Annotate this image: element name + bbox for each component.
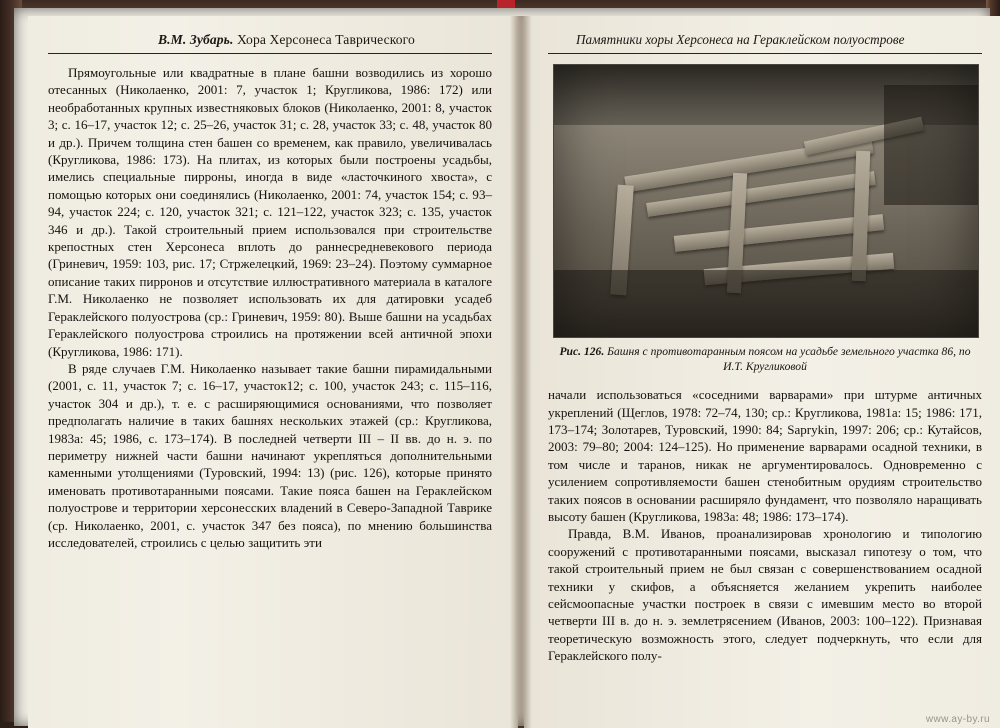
left-body-text bbox=[48, 64, 492, 551]
figure-caption-text: Башня с противотаранным поясом на усадьбе земельного участка 86, по И.Т. Кругликовой bbox=[607, 345, 971, 373]
left-page-content bbox=[48, 32, 492, 551]
paragraph: Правда, В.М. Иванов, проанализировав хронологию и типологию сооружений с противотаранными поясами, высказал гипотезу о том, что такой строительный прием не был связан с совершенствованием осадной техники у скифов, а объясняется желанием укрепить наиболее сейсмоопасные участки построек в связи с имевшим место во второй четверти III в. до н. э. землетрясением (Иванов, 2003: 100–122). Признавая теоретическую возможность этого, следует подчеркнуть, что если для Гераклейского полу- bbox=[548, 526, 982, 664]
paragraph: В ряде случаев Г.М. Николаенко называет такие башни пирамидальными (2001, с. 11, участок 7; с. 16–17, участок12; с. 100, участок 243; с. 115–116, участок 304 и др.), т. е. с расширяющимися основаниями, что позволяет предполагать наличие в таких башнях нескольких этажей (ср.: Кругликова, 1983а: 45; 1986, с. 173–174). В последней четверти III – II вв. до н. э. по периметру нижней части башни начинают укрепляться дополнительными каменными утолщениями (Туровский, 1994: 13) (рис. 126), которые принято именовать противотаранными поясами. Такие пояса башен на Гераклейском полуострове и территории херсонесских владений в Северо-Западной Таврике (ср. Николаенко, 2001, с. участок 347 без пояса), по мнению большинства исследователей, строились с целью защитить эти bbox=[48, 360, 492, 550]
running-head-author: В.М. Зубарь. bbox=[158, 32, 234, 47]
right-running-head: Памятники хоры Херсонеса на Гераклейском полуострове bbox=[576, 32, 905, 47]
running-head-title: Хора Херсонеса Таврического bbox=[237, 32, 415, 47]
watermark: www.ay-by.ru bbox=[925, 714, 990, 725]
left-header-rule bbox=[48, 53, 492, 54]
photo-vignette bbox=[554, 65, 978, 337]
figure-caption bbox=[553, 345, 977, 374]
left-running-head bbox=[48, 32, 492, 48]
paragraph: начали использоваться «соседними варварами» при штурме античных укреплений (Щеглов, 1978: 72–74, 130; ср.: Кругликова, 1981а: 15; 1986: 171, 173–174; Золотарев, Туровский, 1990: 84; Saprykin, 1997: 206; ср.: Кутайсов, 2003: 79–80; 2004: 124–125). Но применение варварами осадной техники, в том числе и таранов, никак не аргументировалось. Одновременно с усилением сопротивляемости башен стенобитным орудиям строительство таких поясов в основании расширяло фундамент, что позволяло наращивать высоту башен (Кругликова, 1983а: 48; 1986: 173–174). bbox=[548, 387, 982, 525]
figure-number: Рис. 126. bbox=[559, 345, 605, 358]
right-page bbox=[524, 16, 1000, 728]
right-header-rule bbox=[548, 53, 982, 54]
open-book-spread bbox=[14, 8, 990, 726]
right-page-content bbox=[548, 32, 982, 665]
left-page bbox=[28, 16, 518, 728]
excavation-photo bbox=[553, 64, 979, 338]
right-body-text bbox=[548, 386, 982, 665]
paragraph: Прямоугольные или квадратные в плане башни возводились из хорошо отесанных (Николаенко, 2001: 7, участок 1; Кругликова, 1986: 172) или необработанных крупных известняковых блоков (Николаенко, 2001: 8, участок 3; с. 16–17, участок 12; с. 25–26, участок 31; с. 28, участок 33; с. 48, участок 80 и др.). Причем толщина стен башен со временем, как правило, увеличивалась (Кругликова, 1986: 173). На плитах, из которых были построены усадьбы, имелись специальные пирроны, иногда в виде «ласточкиного хвоста», с помощью которых они соединялись (Николаенко, 2001: 74, участок 154; с. 93–94, участок 224; с. 120, участок 321; с. 121–122, участок 323; с. 135, участок 346 и др.). Такой строительный прием использовался при строительстве крепостных стен Херсонеса вплоть до раннесредневекового периода (Гриневич, 1959: 103, рис. 17; Стржелецкий, 1969: 23–24). Поэтому суммарное описание таких пирронов и отсутствие иллюстративного материала в каталоге Г.М. Николаенко не позволяет использовать их для датировки усадеб Гераклейского полуострова (ср.: Гриневич, 1959: 80). Выше башни на усадьбах Гераклейского полуострова строились на протяжении всей античной эпохи (Кругликова, 1986: 171). bbox=[48, 65, 492, 359]
figure-126 bbox=[553, 64, 977, 374]
book-gutter-shadow bbox=[510, 16, 532, 728]
